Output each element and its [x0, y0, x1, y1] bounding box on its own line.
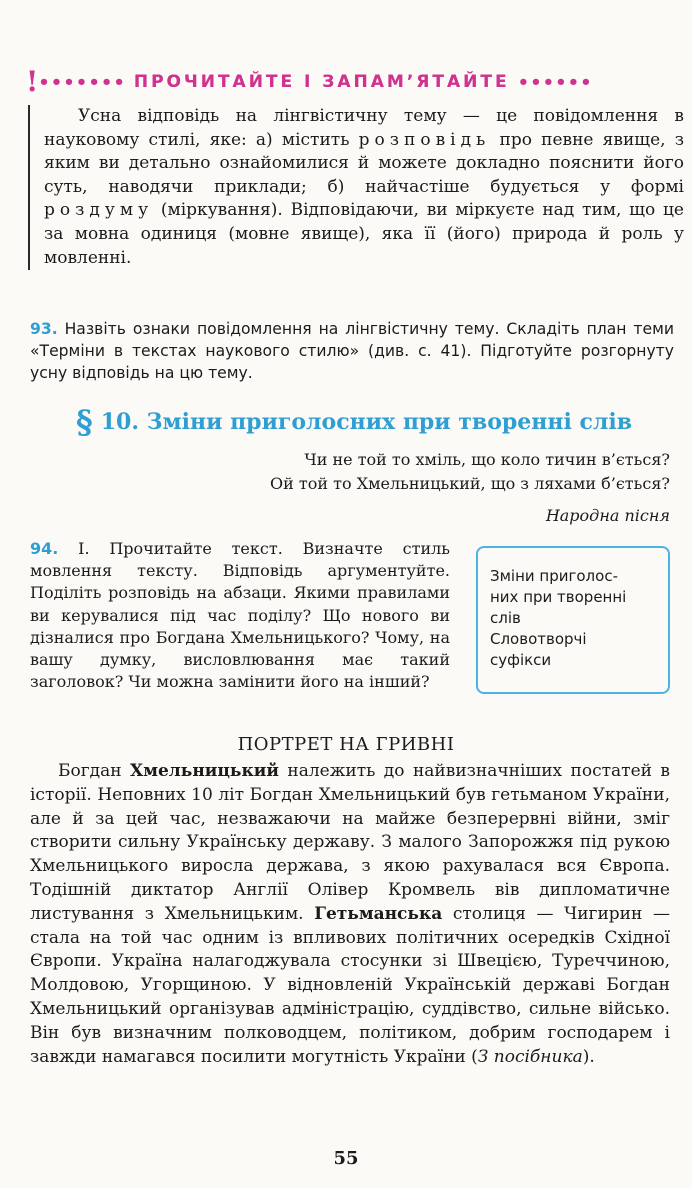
exercise-93: [30, 318, 674, 384]
page-number: 55: [333, 1148, 359, 1169]
paragraph-sign-icon: §: [76, 403, 93, 441]
text-bold: Хмельницький: [130, 761, 279, 781]
rule-term-rozpovid: розповідь: [358, 129, 491, 150]
epigraph-line: Ой той то Хмельницький, що з ляхами б’ється?: [270, 474, 670, 493]
exercise-94: [30, 538, 450, 693]
dots-right: ••••••: [517, 71, 593, 93]
rule-term-rozdum: роздуму: [44, 200, 154, 221]
text-part: ).: [582, 1046, 595, 1067]
rule-text: [44, 105, 684, 270]
exercise-number: 93.: [30, 320, 58, 338]
text-part: столиця — Чигирин — стала на той час одним із впливових політичних осередків Східної Європи. Україна налагоджувала стосунки зі Швецією, Туреччиною, Молдовою, Угорщиною. У відновленій Українській державі Богдан Хмельницький організував адміністрацію, суддівство, сильне військо. Він був визначним полководцем, політиком, добрим господарем і завжди намагався посилити могутність України (: [30, 903, 670, 1067]
memo-title: ПРОЧИТАЙТЕ І ЗАПАМ’ЯТАЙТЕ: [133, 72, 510, 92]
epigraph: [270, 448, 670, 528]
topic-line: суфікси: [490, 651, 552, 669]
rule-part: Усна відповідь на лінгвістичну тему — це повідомлення в науковому стилі, яке: а) містить: [44, 106, 684, 150]
rule-block: [28, 105, 684, 270]
memo-header: [26, 62, 676, 102]
reading-text: [30, 760, 670, 1069]
exclamation-icon: !: [26, 65, 39, 98]
text-paragraph: [30, 760, 670, 1069]
exercise-text: Назвіть ознаки повідомлення на лінгвістичну тему. Складіть план теми «Терміни в текстах наукового стилю» (див. с. 41). Підготуйте розгорнуту усну відповідь на цю тему.: [30, 320, 674, 382]
dots-left: •••••••: [38, 71, 126, 93]
text-part: Богдан: [58, 761, 131, 781]
rule-part: про певне явище, з яким ви детально ознайомилися й можете докладно пояснити його суть, наводячи приклади; б) найчастіше будується у формі: [44, 129, 684, 197]
section-heading: [76, 402, 676, 442]
epigraph-line: Чи не той то хміль, що коло тичин в’ється?: [304, 450, 670, 469]
topic-box: [476, 546, 670, 694]
rule-part: (міркування). Відповідаючи, ви міркуєте над тим, що це за мовна одиниця (мовне явище), яка її (його) природа й роль у мовленні.: [44, 200, 684, 268]
text-source: З посібника: [477, 1046, 583, 1067]
topic-line: Зміни приголос-: [490, 567, 618, 585]
section-title: 10. Зміни приголосних при творенні слів: [100, 409, 633, 435]
epigraph-author: Народна пісня: [545, 506, 670, 525]
topic-line: них при творенні: [490, 588, 627, 606]
topic-line: Словотворчі: [490, 630, 587, 648]
exercise-number: 94.: [30, 539, 59, 558]
topic-line: слів: [490, 609, 521, 627]
text-part: належить до найвизначніших постатей в історії. Неповних 10 літ Богдан Хмельницький був гетьманом України, але й за цей час, незважаючи на майже безперервні війни, зміг створити сильну Українську державу. З малого Запорожжя під рукою Хмельницького виросла держава, з якою рахувалася вся Європа. Тодішній диктатор Англії Олівер Кромвель вів дипломатичне листування з Хмельницьким.: [30, 761, 670, 924]
exercise-text: І. Прочитайте текст. Визначте стиль мовлення тексту. Відповідь аргументуйте. Поділіть розповідь на абзаци. Якими правилами ви керувалися під час поділу? Що нового ви дізналися про Богдана Хмельницького? Чому, на вашу думку, висловлювання має такий заголовок? Чи можна замінити його на інший?: [30, 539, 450, 692]
text-title: ПОРТРЕТ НА ГРИВНІ: [237, 734, 455, 755]
text-bold: Гетьманська: [314, 903, 443, 924]
